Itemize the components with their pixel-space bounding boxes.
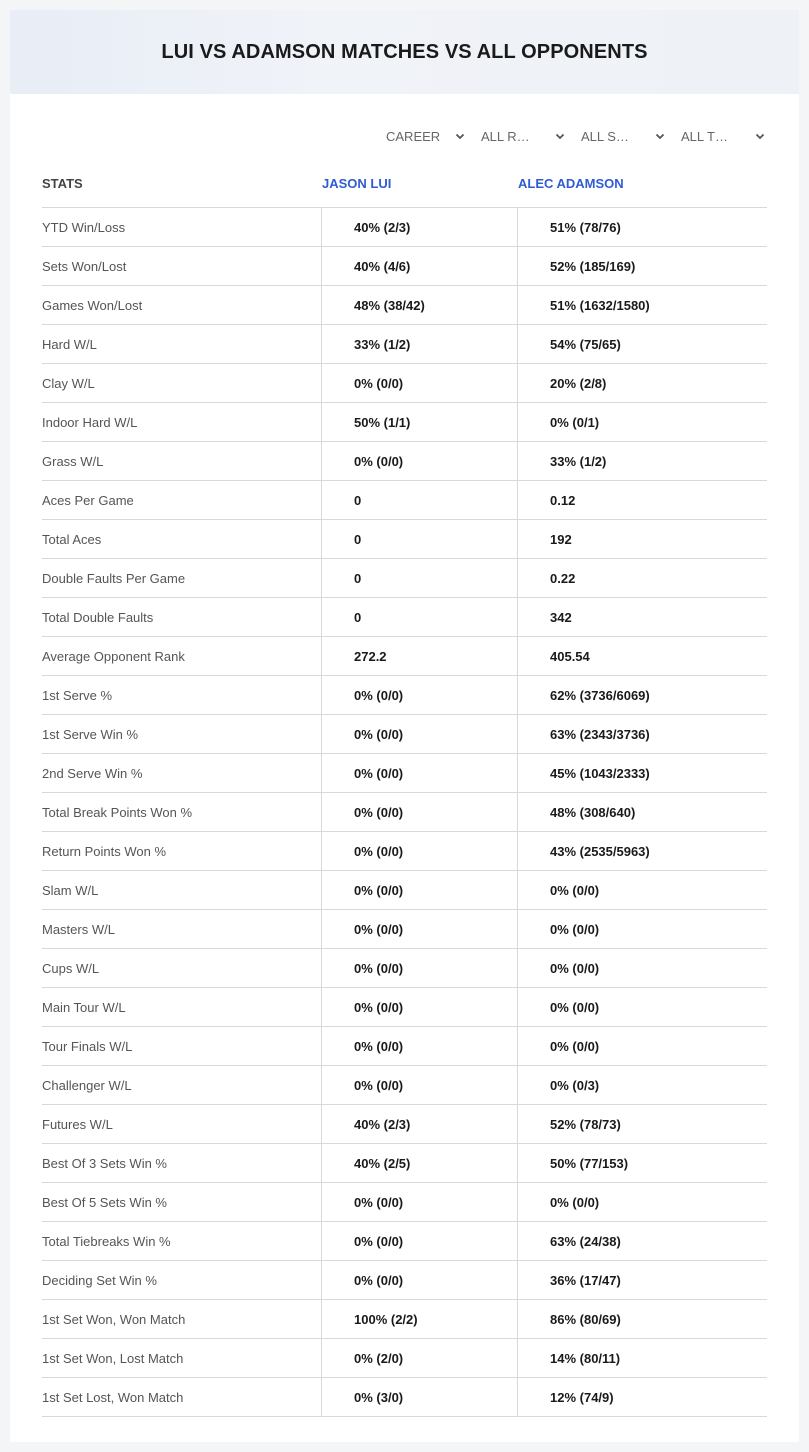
filter-surface-value: ALL S… xyxy=(581,128,629,144)
stat-label: Games Won/Lost xyxy=(42,286,322,324)
table-row xyxy=(42,715,767,754)
stat-label: 1st Set Won, Lost Match xyxy=(42,1339,322,1377)
player2-value: 33% (1/2) xyxy=(550,453,607,469)
player1-value: 0% (0/0) xyxy=(322,364,518,402)
stat-label: YTD Win/Loss xyxy=(42,208,322,246)
table-row xyxy=(42,1183,767,1222)
table-row xyxy=(42,325,767,364)
header-stats: STATS xyxy=(42,176,83,191)
stat-label: Cups W/L xyxy=(42,949,322,987)
player2-value: 0% (0/0) xyxy=(550,960,600,976)
player2-value: 405.54 xyxy=(550,648,590,664)
stat-label: Total Double Faults xyxy=(42,598,322,636)
player1-value: 272.2 xyxy=(322,637,518,675)
filter-round-select[interactable] xyxy=(481,125,566,147)
table-row xyxy=(42,208,767,247)
player1-value: 100% (2/2) xyxy=(322,1300,518,1338)
table-row xyxy=(42,1066,767,1105)
filter-surface-select[interactable] xyxy=(581,125,666,147)
table-row xyxy=(42,1261,767,1300)
player1-value: 0% (0/0) xyxy=(322,1183,518,1221)
stat-label: Slam W/L xyxy=(42,871,322,909)
table-row xyxy=(42,481,767,520)
table-row xyxy=(42,1378,767,1417)
player1-value: 40% (2/3) xyxy=(322,1105,518,1143)
table-body xyxy=(42,208,767,1417)
table-row xyxy=(42,1027,767,1066)
stat-label: Deciding Set Win % xyxy=(42,1261,322,1299)
player1-value: 33% (1/2) xyxy=(322,325,518,363)
stat-label: Aces Per Game xyxy=(42,481,322,519)
filter-round-value: ALL R… xyxy=(481,128,530,144)
player2-value: 48% (308/640) xyxy=(550,804,636,820)
stat-label: Total Break Points Won % xyxy=(42,793,322,831)
stats-table xyxy=(42,160,767,1417)
player2-value: 0% (0/3) xyxy=(550,1077,600,1093)
filter-period-value: CAREER xyxy=(386,128,441,144)
player1-value: 0 xyxy=(322,520,518,558)
player2-value: 14% (80/11) xyxy=(550,1350,621,1366)
table-row xyxy=(42,598,767,637)
stat-label: 1st Set Won, Won Match xyxy=(42,1300,322,1338)
stat-label: Main Tour W/L xyxy=(42,988,322,1026)
table-row xyxy=(42,1222,767,1261)
table-row xyxy=(42,1339,767,1378)
table-row xyxy=(42,364,767,403)
table-row xyxy=(42,871,767,910)
player2-value: 63% (2343/3736) xyxy=(550,726,650,742)
stat-label: Sets Won/Lost xyxy=(42,247,322,285)
stat-label: Clay W/L xyxy=(42,364,322,402)
table-row xyxy=(42,559,767,598)
player1-value: 0 xyxy=(322,481,518,519)
stat-label: Best Of 3 Sets Win % xyxy=(42,1144,322,1182)
player2-value: 62% (3736/6069) xyxy=(550,687,650,703)
table-row xyxy=(42,793,767,832)
stat-label: 1st Set Lost, Won Match xyxy=(42,1378,322,1416)
stat-label: Return Points Won % xyxy=(42,832,322,870)
stat-label: 1st Serve Win % xyxy=(42,715,322,753)
table-row xyxy=(42,247,767,286)
stat-label: 1st Serve % xyxy=(42,676,322,714)
player2-value: 0.12 xyxy=(550,492,576,508)
table-row xyxy=(42,832,767,871)
player1-value: 0% (0/0) xyxy=(322,442,518,480)
chevron-down-icon xyxy=(754,130,766,142)
player2-value: 50% (77/153) xyxy=(550,1155,629,1171)
filter-tournament-select[interactable] xyxy=(681,125,766,147)
table-header xyxy=(42,160,767,208)
table-row xyxy=(42,1144,767,1183)
player2-value: 54% (75/65) xyxy=(550,336,621,352)
table-row xyxy=(42,442,767,481)
stat-label: Hard W/L xyxy=(42,325,322,363)
table-row xyxy=(42,1105,767,1144)
player1-value: 0% (0/0) xyxy=(322,1027,518,1065)
table-row xyxy=(42,676,767,715)
stat-label: Best Of 5 Sets Win % xyxy=(42,1183,322,1221)
player2-value: 51% (78/76) xyxy=(550,219,621,235)
stat-label: Total Tiebreaks Win % xyxy=(42,1222,322,1260)
stat-label: Futures W/L xyxy=(42,1105,322,1143)
header-player2-link[interactable]: ALEC ADAMSON xyxy=(518,176,624,191)
filter-bar xyxy=(386,125,766,147)
player1-value: 0% (2/0) xyxy=(322,1339,518,1377)
player2-value: 0% (0/0) xyxy=(550,999,600,1015)
table-row xyxy=(42,520,767,559)
table-row xyxy=(42,1300,767,1339)
player2-value: 36% (17/47) xyxy=(550,1272,621,1288)
player1-value: 0% (0/0) xyxy=(322,910,518,948)
player2-value: 0.22 xyxy=(550,570,576,586)
stat-label: Challenger W/L xyxy=(42,1066,322,1104)
player2-value: 192 xyxy=(550,531,572,547)
player2-value: 12% (74/9) xyxy=(550,1389,614,1405)
player2-value: 86% (80/69) xyxy=(550,1311,621,1327)
player1-value: 0% (0/0) xyxy=(322,676,518,714)
player1-value: 40% (2/5) xyxy=(322,1144,518,1182)
player2-value: 0% (0/0) xyxy=(550,1038,600,1054)
player2-value: 52% (185/169) xyxy=(550,258,636,274)
table-row xyxy=(42,949,767,988)
player1-value: 0% (0/0) xyxy=(322,1222,518,1260)
table-row xyxy=(42,286,767,325)
stat-label: Double Faults Per Game xyxy=(42,559,322,597)
stat-label: Tour Finals W/L xyxy=(42,1027,322,1065)
stat-label: Masters W/L xyxy=(42,910,322,948)
player1-value: 0% (0/0) xyxy=(322,1261,518,1299)
table-row xyxy=(42,754,767,793)
player1-value: 0% (0/0) xyxy=(322,988,518,1026)
player1-value: 0% (0/0) xyxy=(322,715,518,753)
card-header xyxy=(10,10,799,94)
stat-label: Indoor Hard W/L xyxy=(42,403,322,441)
player2-value: 20% (2/8) xyxy=(550,375,607,391)
player2-value: 0% (0/0) xyxy=(550,882,600,898)
player1-value: 0% (0/0) xyxy=(322,949,518,987)
stat-label: Average Opponent Rank xyxy=(42,637,322,675)
page-title: LUI VS ADAMSON MATCHES VS ALL OPPONENTS xyxy=(161,40,648,63)
player1-value: 40% (2/3) xyxy=(322,208,518,246)
player1-value: 0% (0/0) xyxy=(322,793,518,831)
player2-value: 342 xyxy=(550,609,572,625)
player2-value: 45% (1043/2333) xyxy=(550,765,650,781)
stat-label: Total Aces xyxy=(42,520,322,558)
player1-value: 0% (0/0) xyxy=(322,1066,518,1104)
player1-value: 40% (4/6) xyxy=(322,247,518,285)
player1-value: 0 xyxy=(322,559,518,597)
filter-tournament-value: ALL T… xyxy=(681,128,728,144)
player1-value: 0% (3/0) xyxy=(322,1378,518,1416)
stat-label: 2nd Serve Win % xyxy=(42,754,322,792)
table-row xyxy=(42,637,767,676)
chevron-down-icon xyxy=(454,130,466,142)
header-player1-link[interactable]: JASON LUI xyxy=(322,176,392,191)
player1-value: 50% (1/1) xyxy=(322,403,518,441)
player1-value: 0% (0/0) xyxy=(322,754,518,792)
stat-label: Grass W/L xyxy=(42,442,322,480)
player1-value: 0 xyxy=(322,598,518,636)
player2-value: 0% (0/0) xyxy=(550,921,600,937)
player2-value: 52% (78/73) xyxy=(550,1116,621,1132)
table-row xyxy=(42,403,767,442)
chevron-down-icon xyxy=(654,130,666,142)
player2-value: 51% (1632/1580) xyxy=(550,297,650,313)
table-row xyxy=(42,910,767,949)
player2-value: 63% (24/38) xyxy=(550,1233,621,1249)
player1-value: 0% (0/0) xyxy=(322,832,518,870)
player1-value: 0% (0/0) xyxy=(322,871,518,909)
filter-period-select[interactable] xyxy=(386,125,466,147)
stats-card xyxy=(10,10,799,1442)
player2-value: 43% (2535/5963) xyxy=(550,843,650,859)
chevron-down-icon xyxy=(554,130,566,142)
player2-value: 0% (0/1) xyxy=(550,414,600,430)
player2-value: 0% (0/0) xyxy=(550,1194,600,1210)
player1-value: 48% (38/42) xyxy=(322,286,518,324)
table-row xyxy=(42,988,767,1027)
